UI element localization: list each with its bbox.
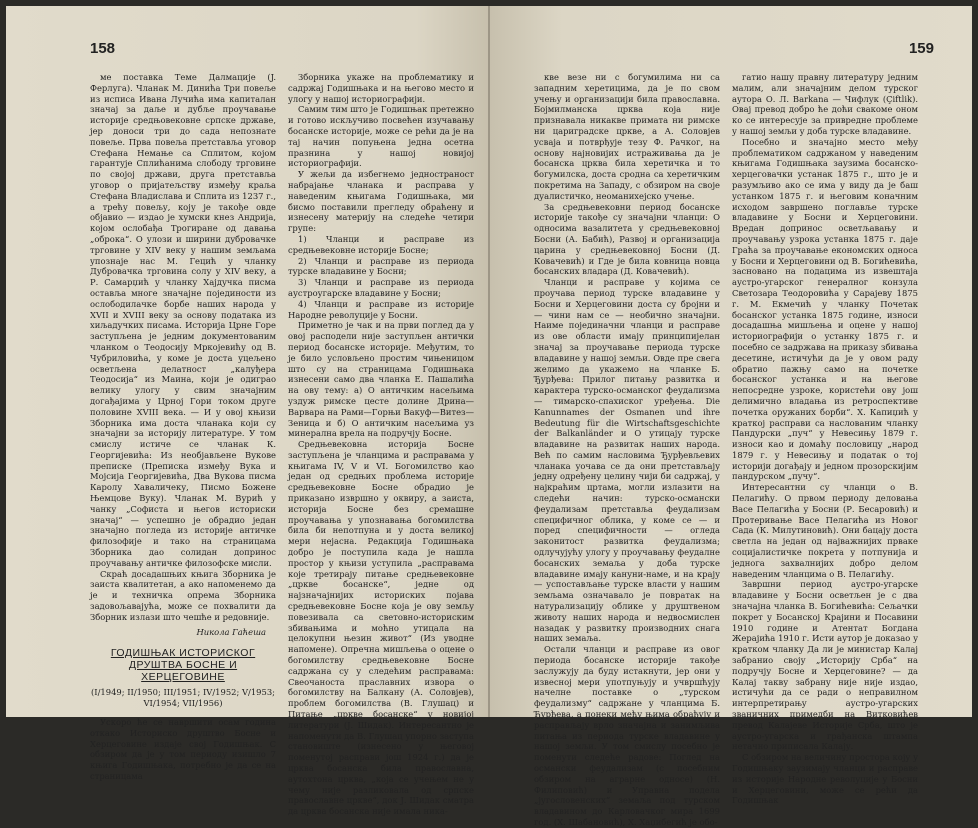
book-spread: [6, 6, 972, 827]
list-item: 3) Чланци и расправе из периода аустроугарске владавине у Босни;: [288, 277, 474, 298]
paragraph: ме поставка Теме Далмацијe (J. Ферлуга). Чланак М. Динића Три повеље из исписа Ивана Лучића има капиталан значај за даље и дубље проучавање историје средњовековне српске државе, јер донoси три до сада непознате повеље. Прва повеља претставља уговор Стефана Немање са Сплитом, којом гарантује Сплићанима слободу трговине по својој држави, друга претставља уговор о пријатељству између краља Стефана Владислава и Сплита из 1237 г., а трећу повељу, коју је такође овде објавио — издао је хумски кнез Андрија, којом ослобађа Трогиране од давања „оброка“. О улози и ширини дубровачке трговине у XIV веку у нашим земљама упознаје нас М. Гецић у чланку Дубровачка трговина солу у XIV веку, а Р. Самарџић у чланку Хајдучка писма оставља многе значајне појединости из ослободилачке борбе наших народа у XVII и XVIII веку за основу података из хиљадучких писама. Историја Црне Горе заступљена је једним документованим чланком о Теодосију Мркојевићу од В. Чубриловића, у коме је доста уцељено осветљена делатност „калуђера Теодосија“ из Маина, који је одигрaо велику улогу у свим значајним догађајима у Црној Гори током друге половине XVIII века. — И у овој књизи Зборника има доста чланака који су значајни за историју литературе. У том смислу истиче се чланак К. Георгијевића: Из необјављене Вукове преписке (Преписка између Вука и Мојсија Георгијевића, Два Вукова писма Каролу Хаваличеку, Писмо Божене Њемцове Вуку). Чланак М. Вурић у чанку „Софистa и његов историски значај“ — успешно је обрадио један значајно погледа из историје античке филозофије и тако на страницама Зборника дао солидан допринос проучавању античке филозофске мисли.: [90, 72, 276, 568]
left-column-2: [288, 72, 474, 817]
left-column-1: [90, 72, 276, 782]
paragraph: гатио нашу правну литературу једним малим, али значајним делом турског аутора О. Л. Barkana — Чифлук (Çiftlik). Овај превод добро ће доћи свакоме оном ко се интересује за привредне проблеме у нашој земљи у доба турске владавине.: [732, 72, 918, 136]
section-title: ГОДИШЊАК ИСТОРИСКОГ ДРУШТВА БОСНЕ И ХЕРЦЕГОВИНЕ: [110, 647, 256, 684]
paragraph: Средњевековна историја Босне заступљена је чланцима и расправама у књигама IV, V и VI. Богомилство као један од средњих проблема историје средњевековне Босне обрадио је приказанo извршно у оквиру, а заиста, историја Босне без сремашне проучавања у упознавања богомилства била би непотпуна и у доста великој мери нејасна. Редакција Годишњака добро је поступила када је нашла простор у књизи уступила „расправама које третирају питање средњевековне „црквe босанскe“, једне од најзначајнијих историских појава средњевековне Босне која је ову земљу повезивала са световно-историским збивањима и мoћно утицала на целокупни њезин живот“ (Из уводне напомене). Опречна мишљења о оцене о богомилству средњевековне Босне садржана су у следећим расправама: Свеочаноста праславних извора о богомилству на Балкану (А. Соловјев), проблем богомилства (В. Глушац) и Питање „цркве босанскe“ у новијој литератури (Ј. Шидак). Интересантно је напоменути да В. Глушац упорно заступа становиште (изнесено у његовој поменутој расправи још 1924 г.) да је црква босанска била православна, аутохтона црква, „која се учењем не у чему није разликовала од српске православне цркве“, док Ј. Шидак сматра да црква босанска није имала ника-: [288, 439, 474, 817]
paragraph: кве везе ни с богумилима ни са западним херетицима, да је по свом учењу и организацији била православна. Бојмилманска црква која није признавала никакве примата ни римске ни цариградске цркве, а А. Соловјев усваја и потврђује тезу Ф. Рачког, на основу најновијих истраживања да је босанска црква била херетичка и то богумилска, доста сродна са херетичким покретима на Западу, с обзиром на своје дуалистичко, неоманихејско учење.: [534, 72, 720, 201]
paragraph: У жељи да избегнемо једностраност набрајање чланака и расправа у наведеним књигама Годишњака, ми бисмо поставили прегледу обраћену и изнесену материју на следеће четири групе:: [288, 169, 474, 234]
paragraph: Интересантни су чланци о В. Пелагићу. О првом периоду деловања Васе Пелагића у Босни (Р. Бесаровић) и Протеривање Васе Пелагића из Новог Сада (К. Милутиновић). Они бацају доста светла на један од најважнијих прваке социјалистичке покрета у потпунија и једнога захвалнијих добро делом наведеним чланцима о В. Пелагићу.: [732, 482, 918, 579]
paragraph: Ускоро ће се навршити осам година откако Историско друштво Босне и Херцеговине издаје свој Годишњак. С обзиром да је у том периоду изишло 7 књига Годишњака, потребно је да се на страницама: [90, 717, 276, 782]
paragraph: Остали чланци и расправе из овог периода босанске историје такође заслужују да буду истакнути, јер они у извесној мери употпуњују и учвршћују начелне поставке о „турском феудализму“ садржане у чланцима Б. Ђурђева, а понеки мећу њима обрађују и расправљају врло значајна и занимљива питања из периода турске владавине у нашој земљи. У том смислу посебно је поменути следеће радове: Поглед на османски феудализам (с посебним обзиром на аграрне односе) (Н. Филиповић) и Управна подела „југословенских“ земаља под турском владавином до Карловачког мира 1699 год. (Х. Шабановић), Х. Хаџибегић је обо-: [534, 644, 720, 827]
paragraph: Чланци и расправе у којима се проучава период турске владавине у Босни и Херцеговини доста су бројни и — чини нам се — необично значајни. Наиме појединачни чланци и расправе из ове области имају принципијелан значај за проучавање периода турске владавине у нашој земљи. Овде пре свега желимо да укажемо на чланке Б. Ђурђева: Прилог питању развитка и карактера турско-османског феудализма — тимарско-спахиског уређења. Die Kanunnames der Osmanen und ihre Bedeutung für die Wirtschaftsgeschichte der Balkanländer и О утицају турске владавине на развитак наших народа. Већ по самим насловима Ђурђевљевих чланака уочава се да они претстављају једну одређену целину чији би садржај, у најкраћим цртама, могли излазити на следећи начин: турско-османски феудализам претставља феудализам специфичног облика, у коме се — и поред специфичности — огледа законитост развитка феудализма; одлучујућу улогу у проучавању феудалне босанских земаља у доба турске владавине имају кануни-наме, и на крају — успостављање турске власти у нашим земљама означавало је повратак на натурализацију облике у друштвеном животу наших народа и недвосмислен назадак у развитку производних снага наших земаља.: [534, 277, 720, 644]
right-page: [490, 6, 972, 827]
right-column-2: [732, 72, 918, 806]
list-item: 4) Чланци и расправе из историје Народне револуције у Босни.: [288, 298, 474, 320]
list-item: 1) Чланци и расправе из средњевековне историје Босне;: [288, 233, 474, 255]
paragraph: За средњевековни период босанске историје такође су значајни чланци: О односима вазалитета у средњевековној Босни (А. Бабић), Развој и организација царина у средњевековној Босни (Д. Ковачевић) и Где је била ковница новца босанских владара (Д. Ковачевић).: [534, 201, 720, 277]
paragraph: С обзиром на величину простора коју у Годишњаку заузимају чланци и расправе из историје Народне револуције у Босни и Херцеговини, може се рећи да Годишњак: [732, 752, 918, 806]
signature: Никола Гаћеша: [196, 626, 266, 637]
section-volumes: (I/1949; II/1950; III/1951; IV/1952; V/1953; VI/1954; VII/1956): [91, 687, 275, 709]
paragraph: Посебно и значајно место међу проблематиком садржаном у наведеним књигама Годишњака заузима босанско-херцеговачки устанак 1875 г., што је и разумљиво ако се има у виду да је баш устанком 1875 г. и његовим коначним исходом завршено поглавље турске владавине у Босни и Херцеговини. Вредан допринос осветљавању и проучавању узрока устанка 1875 г. даје Граћа за проучавање економских односа у Босни и Херцеговини од В. Богићевића, засновано на подацима из извештаја аустро-угарског генералног конзула Светозара Теодоровића у Сарајеву 1875 г. М. Екмечић у чланку Почетак босанског устанка 1875 године, износи досадашња мишљења и оцене у нашој историографији о устанку 1875 г. и посебно се задржава на приказу збивања десетине, истичући да је у овом раду обратио пажњу само на почетке босанског устанка и на његове непосредне узроке, користећи ову још делимично владања из ретроспективе почетка оружаних борби“. Х. Капиџић у краткој расправи са наслованим чланку Пандурски „пуч“ у Невесињу 1879 г. износи као и домаћу пословицу „народ 1879 г. у Невесињу и податак о тој историји догађају и једном прозорскијим пандурском „пучу“.: [732, 136, 918, 482]
paragraph: Приметно је чак и на први поглед да у овој расподели није заступљен антички период босанске историје. Међутим, то је било условљено простим чињеницом што су на страницама Годишњака изнесени само два чланка Е. Пашалића на ову тему: а) О античким насељима уздуж римске цесте долине Дрина—Варвара на Рами—Горњи Вакуф—Витез—Зеница и б) О античким насељима уз минерална врела на подручју Босне.: [288, 320, 474, 439]
paragraph: Скраћ досадашњих књига Зборника је заиста квалитетан, а ако напоменемо да је и техничка опрема Зборника задовољавајућа, може се похвалити да Зборник излази што чешће и редовније.: [90, 568, 276, 622]
paragraph: Самим тим што је Годишњак претежно и готово искључиво посвећен изучавању босанске историје, може се рећи да је на тај начин попуњена једна осетна празнина у нашој новијој историографији.: [288, 104, 474, 169]
paragraph: Зборника укаже на проблематику и садржај Годишњака и на његово место и улогу у нашој историографији.: [288, 72, 474, 104]
page-number-left: 158: [90, 40, 116, 57]
list-item: 2) Чланци и расправе из периода турске владавине у Босни;: [288, 255, 474, 277]
paragraph: Завршни период аустро-угарске владавине у Босни осветљен је с два значајна чланка В. Богићевића: Сељачки покрет у Босанској Крајини и Посавини 1910 године и Атентат Богдана Жерајића 1910 г. Исти аутор је доказао у кратком чланку Да ли је министар Калај забранио своју „Историју Срба“ на подручју Босне и Херцеговине? — да Калај такву забрану није није издао, истичући да се ради о неправилном интерпретирању аустро-угарских званичних примедби на Витковићев превод Калајеве Историје Срба, што је аустро-угарска и грађанска штампа нетачно приписала Калају.: [732, 579, 918, 752]
page-number-right: 159: [908, 40, 934, 57]
right-column-1: [534, 72, 720, 827]
left-page: [6, 6, 488, 817]
